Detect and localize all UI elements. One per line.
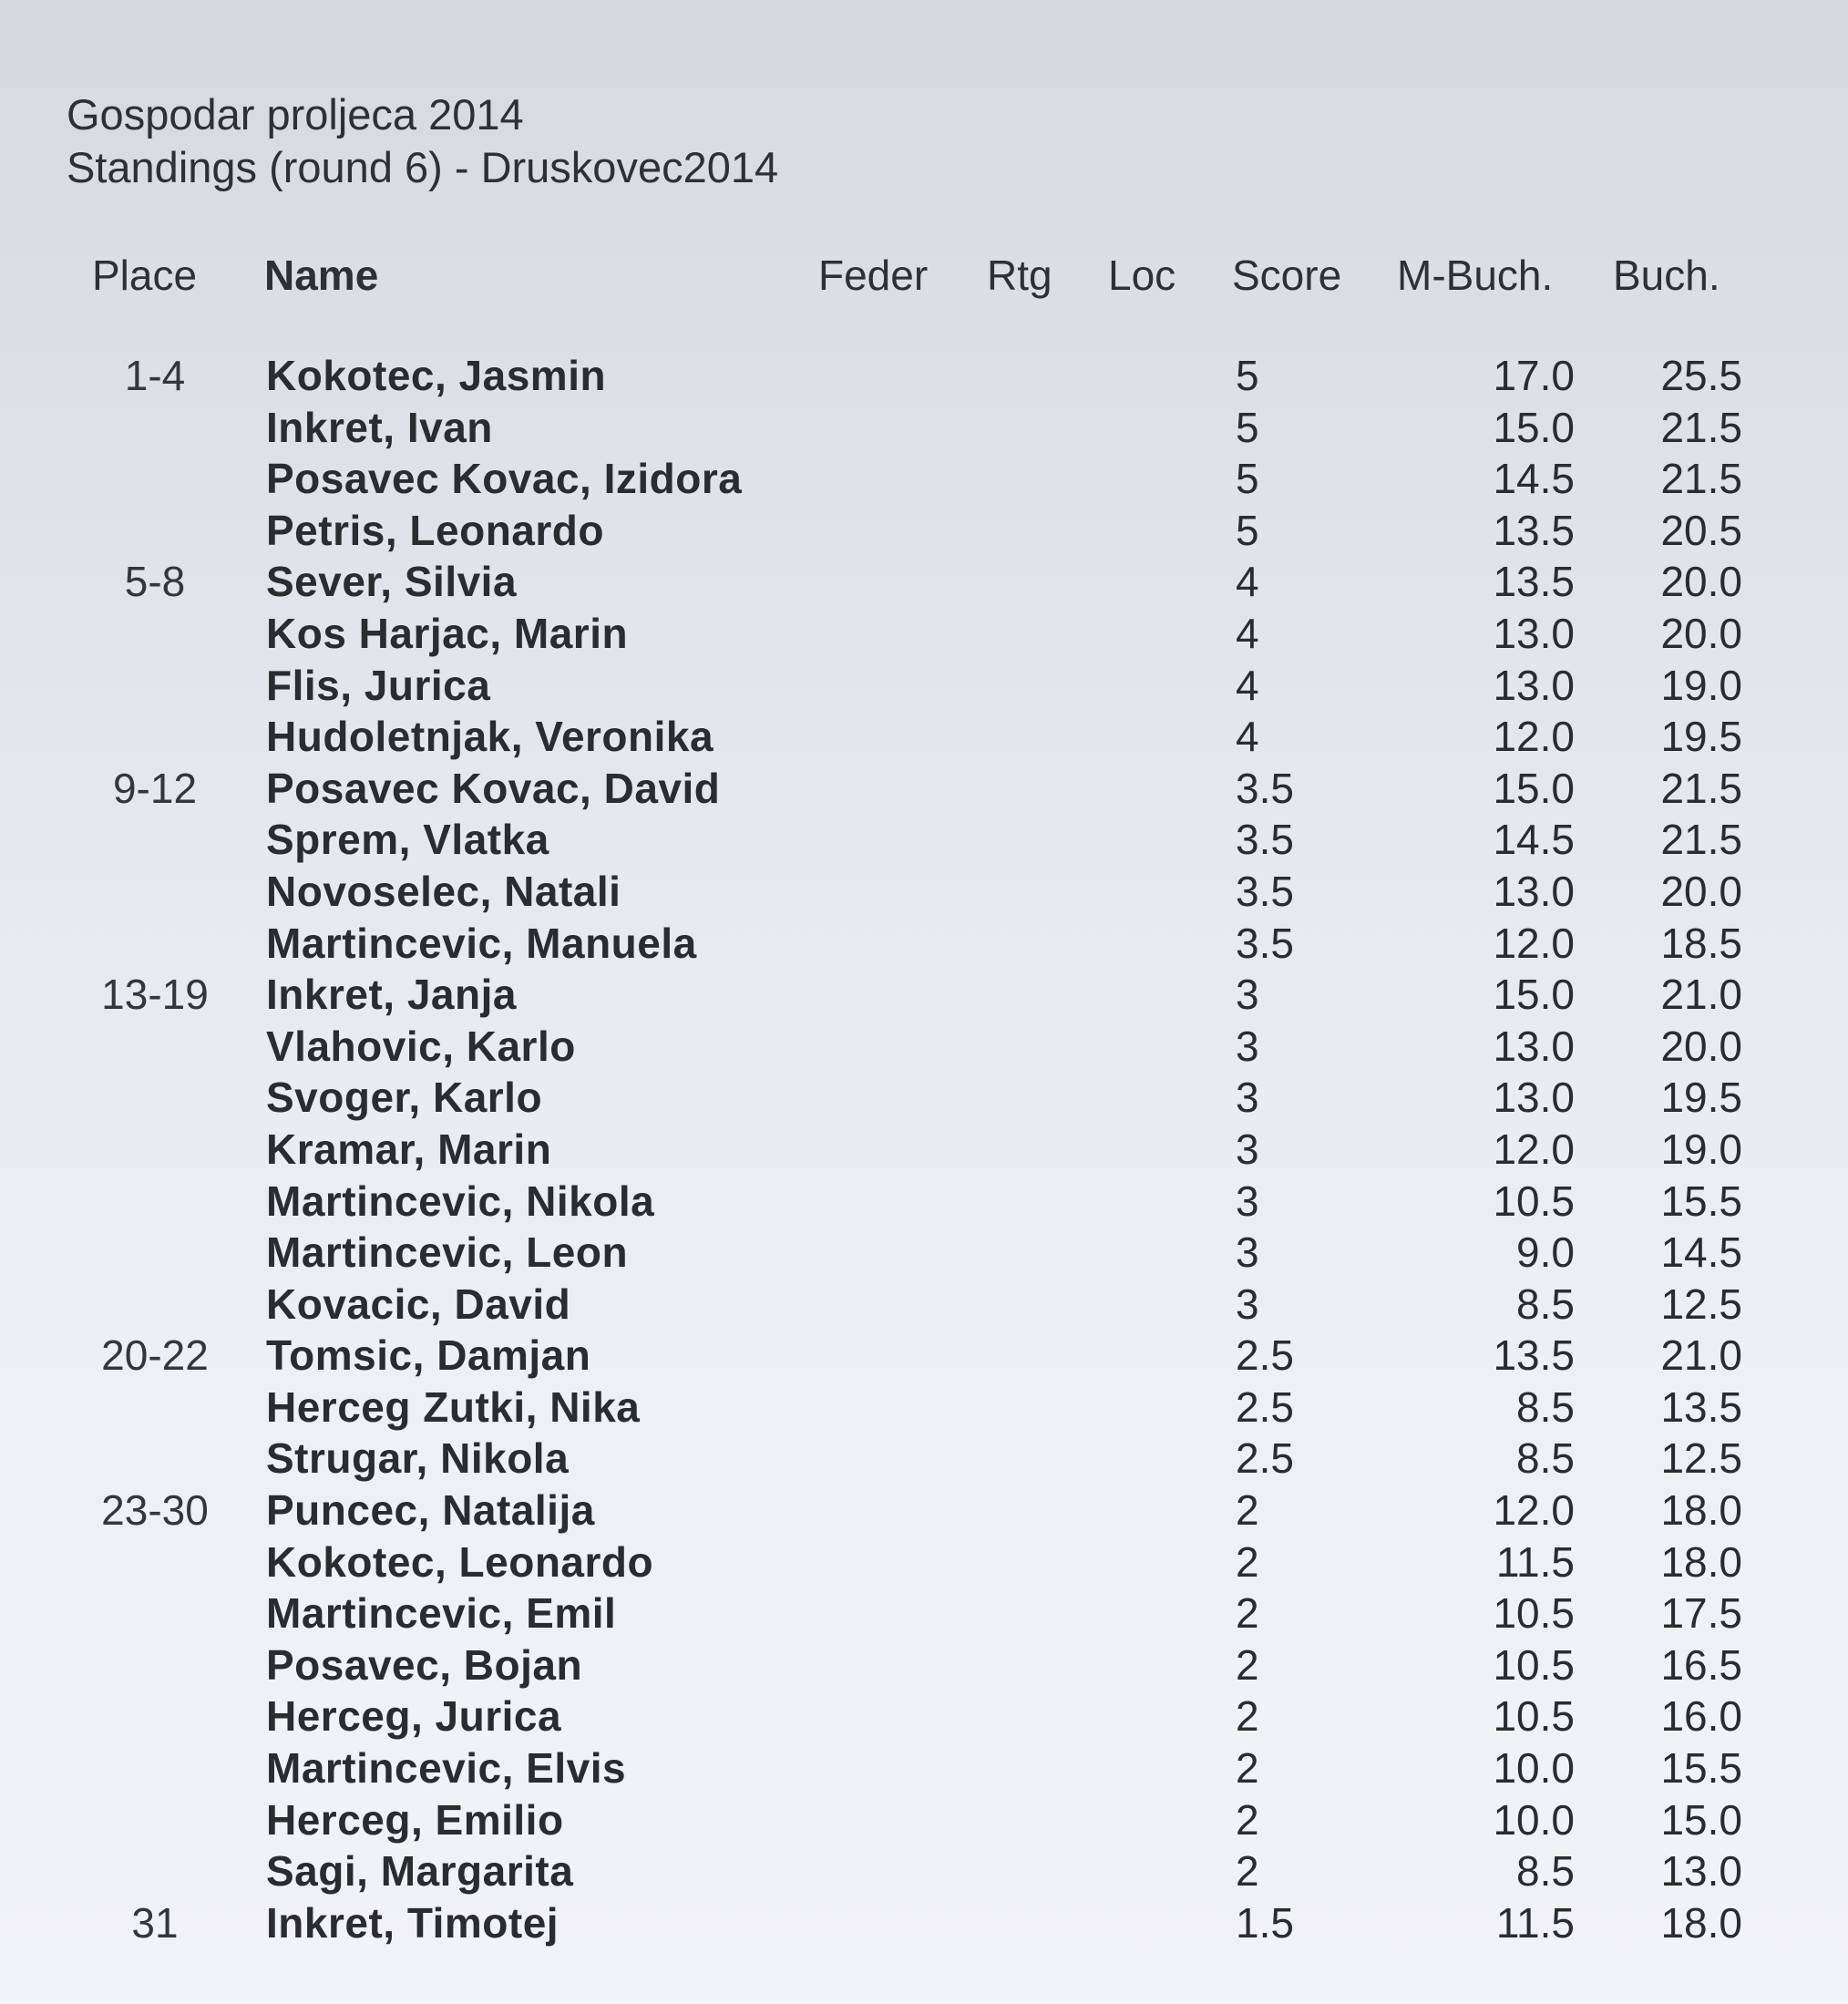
row-score: 2 — [1236, 1486, 1259, 1535]
row-name: Petris, Leonardo — [266, 506, 604, 554]
row-name: Martincevic, Emil — [266, 1589, 617, 1638]
table-row — [0, 918, 1848, 970]
table-row — [0, 1072, 1848, 1124]
row-name: Martincevic, Elvis — [266, 1744, 627, 1793]
table-row — [0, 1176, 1848, 1228]
row-buch: 15.5 — [1660, 1177, 1742, 1225]
table-row — [0, 1433, 1848, 1485]
header-rtg: Rtg — [987, 252, 1052, 299]
row-m-buch: 12.0 — [1493, 1125, 1575, 1173]
row-name: Puncec, Natalija — [266, 1486, 595, 1535]
row-buch: 19.0 — [1660, 1125, 1742, 1173]
row-place: 20-22 — [101, 1331, 209, 1380]
row-score: 3.5 — [1236, 816, 1294, 864]
header-buch: Buch. — [1613, 252, 1720, 299]
row-buch: 21.5 — [1660, 403, 1742, 451]
row-m-buch: 10.5 — [1493, 1589, 1575, 1638]
row-score: 3.5 — [1236, 867, 1294, 915]
row-score: 3.5 — [1236, 919, 1294, 967]
row-name: Sever, Silvia — [266, 558, 518, 606]
table-row — [0, 1021, 1848, 1073]
row-score: 2 — [1236, 1692, 1259, 1741]
row-m-buch: 13.0 — [1493, 661, 1575, 709]
row-name: Inkret, Timotej — [266, 1898, 560, 1947]
row-score: 3 — [1236, 1228, 1259, 1277]
row-buch: 18.0 — [1660, 1898, 1742, 1947]
table-row — [0, 1485, 1848, 1536]
table-row — [0, 556, 1848, 608]
row-buch: 20.0 — [1660, 609, 1742, 657]
row-buch: 21.5 — [1660, 764, 1742, 812]
header-feder: Feder — [818, 252, 929, 299]
table-row — [0, 608, 1848, 660]
row-score: 5 — [1236, 352, 1259, 399]
row-m-buch: 14.5 — [1493, 816, 1575, 864]
row-score: 3.5 — [1236, 764, 1294, 812]
row-place: 5-8 — [124, 558, 186, 606]
row-buch: 25.5 — [1660, 352, 1742, 399]
row-name: Kos Harjac, Marin — [266, 609, 629, 657]
table-row — [0, 453, 1848, 505]
row-score: 2.5 — [1236, 1331, 1294, 1380]
table-row — [0, 1794, 1848, 1846]
row-score: 3 — [1236, 1125, 1259, 1173]
row-buch: 20.0 — [1660, 867, 1742, 915]
row-name: Hudoletnjak, Veronika — [266, 713, 714, 761]
table-row — [0, 1536, 1848, 1588]
row-score: 2 — [1236, 1744, 1259, 1793]
row-m-buch: 13.5 — [1493, 506, 1575, 554]
row-score: 2 — [1236, 1795, 1259, 1844]
row-score: 4 — [1236, 713, 1259, 761]
row-name: Novoselec, Natali — [266, 867, 621, 915]
table-row — [0, 1124, 1848, 1176]
row-m-buch: 17.0 — [1493, 352, 1575, 399]
row-buch: 20.0 — [1660, 1022, 1742, 1070]
row-m-buch: 10.0 — [1493, 1795, 1575, 1844]
row-name: Posavec, Bojan — [266, 1640, 583, 1689]
table-row — [0, 711, 1848, 763]
table-row — [0, 1227, 1848, 1279]
row-name: Herceg, Jurica — [266, 1692, 562, 1741]
row-place: 13-19 — [101, 971, 209, 1019]
row-buch: 21.5 — [1660, 816, 1742, 864]
row-name: Tomsic, Damjan — [266, 1331, 591, 1380]
row-m-buch: 13.0 — [1493, 609, 1575, 657]
row-m-buch: 10.0 — [1493, 1744, 1575, 1793]
row-score: 2 — [1236, 1847, 1259, 1896]
row-score: 5 — [1236, 455, 1259, 503]
row-score: 5 — [1236, 506, 1259, 554]
table-row — [0, 1279, 1848, 1331]
row-score: 3 — [1236, 1074, 1259, 1122]
row-m-buch: 12.0 — [1493, 919, 1575, 967]
table-row — [0, 402, 1848, 454]
row-buch: 18.0 — [1660, 1537, 1742, 1586]
row-buch: 20.5 — [1660, 506, 1742, 554]
row-score: 2 — [1236, 1589, 1259, 1638]
row-place: 31 — [131, 1898, 179, 1947]
table-row — [0, 1382, 1848, 1434]
row-m-buch: 8.5 — [1516, 1434, 1575, 1483]
row-name: Martincevic, Manuela — [266, 919, 697, 967]
table-row — [0, 350, 1848, 402]
row-m-buch: 13.5 — [1493, 1331, 1575, 1380]
row-buch: 17.5 — [1660, 1589, 1742, 1638]
row-m-buch: 10.5 — [1493, 1640, 1575, 1689]
row-score: 3 — [1236, 971, 1259, 1019]
header-place: Place — [92, 252, 198, 299]
row-m-buch: 12.0 — [1493, 713, 1575, 761]
row-buch: 21.0 — [1660, 971, 1742, 1019]
row-buch: 15.5 — [1660, 1744, 1742, 1793]
header-loc: Loc — [1108, 252, 1176, 299]
row-name: Martincevic, Leon — [266, 1228, 629, 1277]
table-row — [0, 1897, 1848, 1949]
row-score: 1.5 — [1236, 1898, 1294, 1947]
row-score: 3 — [1236, 1279, 1259, 1328]
row-m-buch: 15.0 — [1493, 403, 1575, 451]
row-name: Inkret, Ivan — [266, 403, 493, 451]
row-name: Herceg Zutki, Nika — [266, 1382, 641, 1431]
table-row — [0, 1330, 1848, 1382]
row-name: Posavec Kovac, Izidora — [266, 455, 743, 503]
row-score: 2.5 — [1236, 1434, 1294, 1483]
row-score: 4 — [1236, 609, 1259, 657]
table-row — [0, 866, 1848, 918]
row-name: Posavec Kovac, David — [266, 764, 721, 812]
row-buch: 14.5 — [1660, 1228, 1742, 1277]
row-m-buch: 15.0 — [1493, 971, 1575, 1019]
row-m-buch: 8.5 — [1516, 1382, 1575, 1431]
row-name: Martincevic, Nikola — [266, 1177, 655, 1225]
table-row — [0, 1588, 1848, 1639]
row-name: Sagi, Margarita — [266, 1847, 574, 1896]
row-score: 5 — [1236, 403, 1259, 451]
row-name: Inkret, Janja — [266, 971, 517, 1019]
row-m-buch: 9.0 — [1516, 1228, 1575, 1277]
row-m-buch: 11.5 — [1495, 1537, 1575, 1586]
header-score: Score — [1232, 252, 1342, 299]
row-score: 4 — [1236, 558, 1259, 606]
row-name: Vlahovic, Karlo — [266, 1022, 576, 1070]
row-buch: 20.0 — [1660, 558, 1742, 606]
row-m-buch: 10.5 — [1493, 1177, 1575, 1225]
row-m-buch: 10.5 — [1493, 1692, 1575, 1741]
row-score: 4 — [1236, 661, 1259, 709]
table-header — [0, 248, 1848, 303]
row-buch: 16.5 — [1660, 1640, 1742, 1689]
row-place: 9-12 — [112, 764, 198, 812]
row-name: Kramar, Marin — [266, 1125, 552, 1173]
table-row — [0, 1845, 1848, 1897]
row-name: Flis, Jurica — [266, 661, 491, 709]
row-m-buch: 11.5 — [1495, 1898, 1575, 1947]
row-buch: 18.0 — [1660, 1486, 1742, 1535]
row-buch: 21.5 — [1660, 455, 1742, 503]
row-buch: 19.5 — [1660, 1074, 1742, 1122]
row-score: 2 — [1236, 1537, 1259, 1586]
table-row — [0, 969, 1848, 1021]
row-place: 23-30 — [101, 1486, 209, 1535]
table-row — [0, 1691, 1848, 1742]
row-m-buch: 13.0 — [1493, 1022, 1575, 1070]
row-m-buch: 8.5 — [1516, 1847, 1575, 1896]
table-row — [0, 814, 1848, 866]
header-name: Name — [264, 252, 379, 299]
row-name: Kokotec, Leonardo — [266, 1537, 654, 1586]
row-buch: 19.0 — [1660, 661, 1742, 709]
row-score: 2 — [1236, 1640, 1259, 1689]
row-m-buch: 15.0 — [1493, 764, 1575, 812]
table-row — [0, 660, 1848, 712]
row-buch: 13.0 — [1660, 1847, 1742, 1896]
row-m-buch: 12.0 — [1493, 1486, 1575, 1535]
row-name: Kokotec, Jasmin — [266, 352, 607, 399]
row-score: 3 — [1236, 1177, 1259, 1225]
table-row — [0, 1742, 1848, 1794]
row-buch: 15.0 — [1660, 1795, 1742, 1844]
table-row — [0, 1639, 1848, 1691]
row-buch: 12.5 — [1660, 1434, 1742, 1483]
row-buch: 16.0 — [1660, 1692, 1742, 1741]
row-buch: 13.5 — [1660, 1382, 1742, 1431]
row-buch: 19.5 — [1660, 713, 1742, 761]
row-name: Strugar, Nikola — [266, 1434, 570, 1483]
row-buch: 18.5 — [1660, 919, 1742, 967]
row-place: 1-4 — [124, 352, 186, 399]
row-m-buch: 8.5 — [1516, 1279, 1575, 1328]
row-name: Kovacic, David — [266, 1279, 571, 1328]
row-score: 3 — [1236, 1022, 1259, 1070]
document-subtitle: Standings (round 6) - Druskovec2014 — [67, 143, 779, 191]
row-buch: 21.0 — [1660, 1331, 1742, 1380]
row-buch: 12.5 — [1660, 1279, 1742, 1328]
row-m-buch: 13.0 — [1493, 867, 1575, 915]
row-name: Svoger, Karlo — [266, 1074, 543, 1122]
document-title: Gospodar proljeca 2014 — [67, 90, 524, 139]
row-m-buch: 14.5 — [1493, 455, 1575, 503]
row-score: 2.5 — [1236, 1382, 1294, 1431]
row-m-buch: 13.5 — [1493, 558, 1575, 606]
table-row — [0, 763, 1848, 815]
row-name: Sprem, Vlatka — [266, 816, 549, 864]
standings-table-body — [0, 350, 1848, 1948]
row-name: Herceg, Emilio — [266, 1795, 564, 1844]
table-row — [0, 505, 1848, 557]
header-m-buch: M-Buch. — [1397, 252, 1554, 299]
row-m-buch: 13.0 — [1493, 1074, 1575, 1122]
